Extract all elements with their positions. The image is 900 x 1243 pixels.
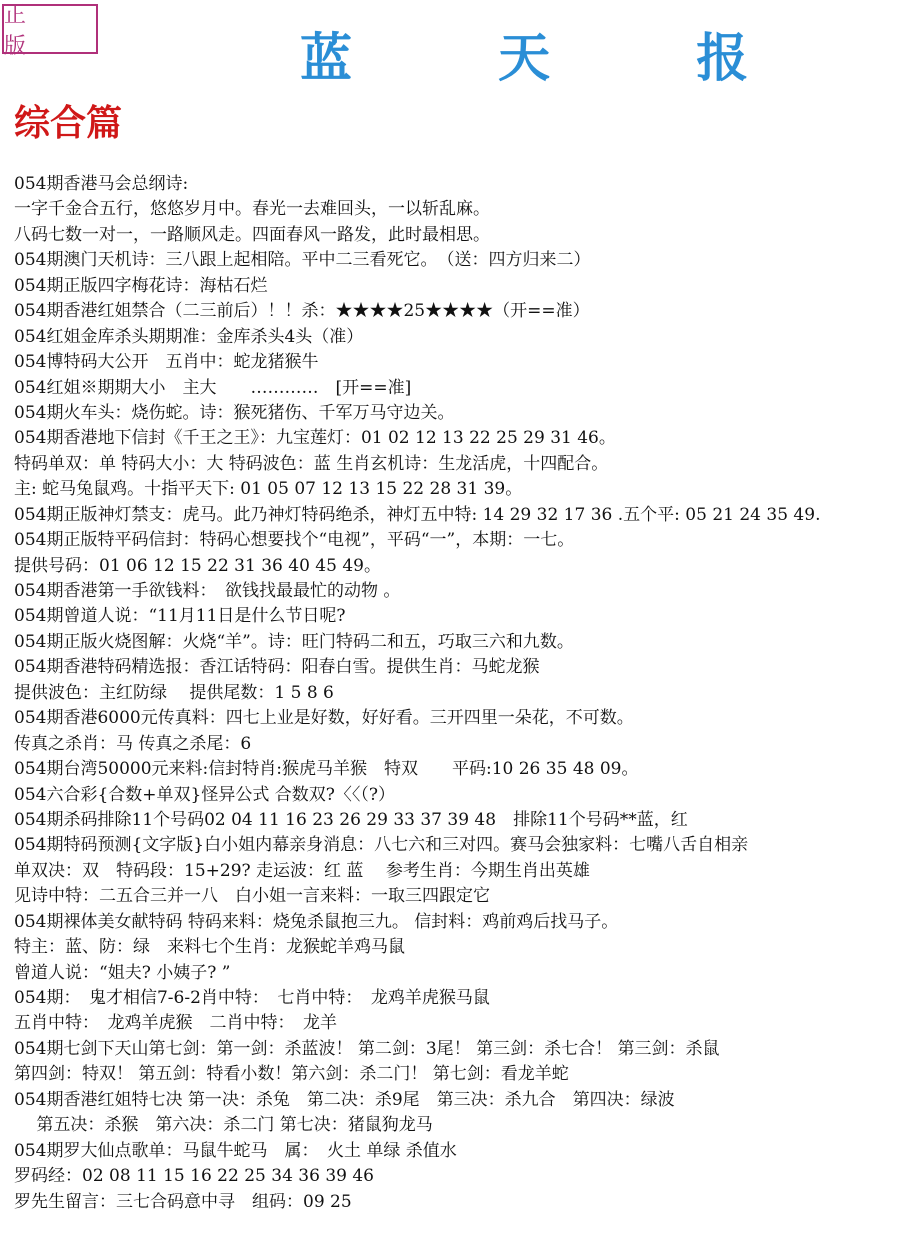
edition-stamp [2, 3, 98, 59]
section-heading: 综合篇 [14, 102, 123, 144]
text-line: 罗先生留言：三七合码意中寻 组码：09 25 [14, 1191, 352, 1212]
text-line: 提供号码：01 06 12 15 22 31 36 40 45 49。 [14, 555, 381, 576]
text-line: 054期： 鬼才相信7-6-2肖中特： 七肖中特： 龙鸡羊虎猴马鼠 [14, 988, 490, 1008]
text-line: 主: 蛇马兔鼠鸡。十指平天下: 01 05 07 12 13 15 22 28 31 39。 [14, 479, 523, 500]
text-line: 054期香港6000元传真料：四七上业是好数，好好看。三开四里一朵花，不可数。 [14, 708, 634, 729]
text-line: 054期特码预测{文字版}白小姐内幕亲身消息：八七六和三对四。赛马会独家料：七嘴八舌自相亲 [14, 835, 749, 856]
text-line: 第四剑：特双！ 第五剑：特看小数！第六剑：杀二门！ 第七剑：看龙羊蛇 [14, 1064, 569, 1085]
text-line: 第五决：杀猴 第六决：杀二门 第七决：猪鼠狗龙马 [14, 1115, 433, 1136]
text-line: 054期香港特码精选报：香江话特码：阳春白雪。提供生肖：马蛇龙猴 [14, 657, 540, 678]
text-line: 单双决：双 特码段：15+29? 走运波：红 蓝 参考生肖：今期生肖出英雄 [14, 860, 590, 881]
text-line: 传真之杀肖：马 传真之杀尾：6 [14, 733, 252, 754]
text-line: 054期七剑下天山第七剑：第一剑：杀蓝波！ 第二剑：3尾！ 第三剑：杀七合！ 第三剑：杀鼠 [14, 1038, 720, 1059]
text-line: 提供波色：主红防绿 提供尾数：1 5 8 6 [14, 682, 334, 703]
text-line: 罗码经：02 08 11 15 16 22 25 34 36 39 46 [14, 1166, 374, 1187]
text-line: 054期香港红姐禁合（二三前后）！！杀：★★★★25★★★★（开==准） [14, 301, 590, 322]
text-line: 054期罗大仙点歌单：马鼠牛蛇马 属： 火土 单绿 杀值水 [14, 1140, 457, 1161]
text-line: 054期香港第一手欲钱料： 欲钱找最最忙的动物 。 [14, 581, 401, 601]
text-line: 054期曾道人说：“11月11日是什么节日呢? [14, 606, 346, 627]
text-line: 054期澳门天机诗：三八跟上起相陪。平中二三看死它。 （送：四方归来二） [14, 250, 591, 271]
text-line: 五肖中特： 龙鸡羊虎猴 二肖中特： 龙羊 [14, 1013, 337, 1034]
text-line: 见诗中特：二五合三并一八 白小姐一言来料：一取三四跟定它 [14, 886, 490, 907]
text-line: 054六合彩{合数+单双}怪异公式 合数双?〈〈（?） [14, 784, 395, 805]
text-line: 054红姐金库杀头期期准：金库杀头4头（准） [14, 326, 364, 347]
text-line: 054红姐※期期大小 主大 ………… [开==准] [14, 377, 412, 398]
text-line: 054期正版神灯禁支：虎马。此乃神灯特码绝杀，神灯五中特: 14 29 32 17 36 .五个平: 05 21 24 35 49. [14, 504, 821, 525]
text-line: 054期火车头：烧伤蛇。诗：猴死猪伤、千军万马守边关。 [14, 402, 455, 423]
article-body [14, 172, 900, 1215]
text-line: 054期香港马会总纲诗: [14, 174, 189, 194]
text-line: 054期杀码排除11个号码02 04 11 16 23 26 29 33 37 39 48 排除11个号码**蓝，红 [14, 809, 688, 830]
text-line: 054期台湾50000元来料:信封特肖:猴虎马羊猴 特双 平码:10 26 35 48 09。 [14, 759, 639, 780]
text-line: 054期香港红姐特七决 第一决：杀兔 第二决：杀9尾 第三决：杀九合 第四决：绿波 [14, 1089, 675, 1110]
text-line: 八码七数一对一，一路顺风走。四面春风一路发，此时最相思。 [14, 224, 490, 245]
text-line: 曾道人说：“姐夫? 小姨子? ” [14, 962, 231, 983]
text-line: 054期正版特平码信封：特码心想要找个“电视”，平码“一”，本期：一七。 [14, 530, 575, 551]
text-line: 054期正版火烧图解：火烧“羊”。诗：旺门特码二和五，巧取三六和九数。 [14, 631, 574, 652]
text-line: 054期裸体美女献特码 特码来料：烧兔杀鼠抱三九。 信封料：鸡前鸡后找马子。 [14, 911, 619, 932]
text-line: 特主：蓝、防：绿 来料七个生肖：龙猴蛇羊鸡马鼠 [14, 937, 405, 958]
text-line: 一字千金合五行，悠悠岁月中。春光一去难回头，一以斩乱麻。 [14, 199, 490, 220]
text-line: 054期正版四字梅花诗：海枯石烂 [14, 275, 268, 296]
text-line: 054博特码大公开 五肖中：蛇龙猪猴牛 [14, 352, 319, 373]
text-line: 054期香港地下信封《千王之王》：九宝莲灯：01 02 12 13 22 25 29 31 46。 [14, 428, 616, 449]
edition-stamp-text: 正 版 [4, 3, 43, 59]
text-line: 特码单双：单 特码大小：大 特码波色：蓝 生肖玄机诗：生龙活虎，十四配合。 [14, 453, 609, 474]
page-title: 蓝 天 报 [300, 28, 813, 89]
